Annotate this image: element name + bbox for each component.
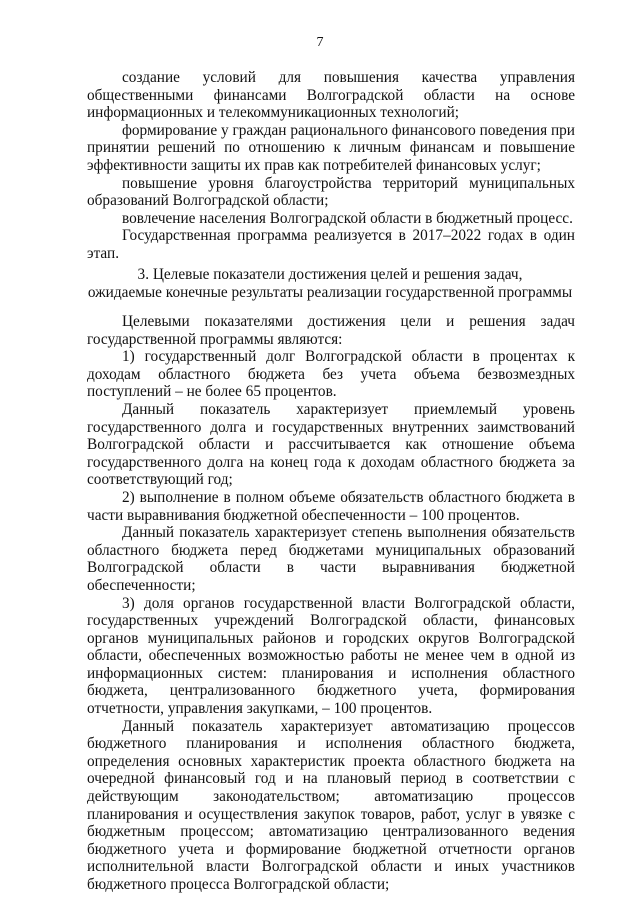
indicators-block (87, 313, 575, 894)
paragraph: вовлечение населения Волгоградской области в бюджетный процесс. (122, 209, 573, 227)
paragraph: 1) государственный долг Волгоградской области в процентах к доходам областного бюджета без учета объема безвозмездных поступлений – не более 65 процентов. (87, 348, 575, 401)
paragraph: формирование у граждан рационального финансового поведения при принятии решений по отношению к личным финансам и повышение эффективности защиты их прав как потребителей финансовых услуг; (87, 121, 575, 174)
paragraph: 2) выполнение в полном объеме обязательств областного бюджета в части выравнивания бюджетной обеспеченности – 100 процентов. (87, 488, 575, 524)
paragraph: 3) доля органов государственной власти Волгоградской области, государственных учреждений Волгоградской области, финансовых органов муниципальных районов и городских округов Волгоградской области, обеспеченных возможностью работы не менее чем в одной из информационных систем: планирования и исполнения областного бюджета, централизованного бюджетного учета, формирования отчетности, управления закупками, – 100 процентов. (87, 594, 575, 718)
intro-block (87, 69, 575, 263)
section-heading-line: ожидаемые конечные результаты реализации государственной программы (87, 283, 573, 301)
paragraph: создание условий для повышения качества управления общественными финансами Волгоградской области на основе информационных и телекоммуникационных технологий; (87, 69, 575, 122)
page-number: 7 (316, 35, 324, 50)
section-heading-line: 3. Целевые показатели достижения целей и решения задач, (137, 266, 523, 283)
paragraph: Данный показатель характеризует степень выполнения обязательств областного бюджета перед бюджетами муниципальных образований Волгоградской области в части выравнивания бюджетной обеспеченности; (87, 524, 575, 594)
paragraph: Государственная программа реализуется в 2017–2022 годах в один этап. (87, 227, 575, 262)
paragraph: Данный показатель характеризует приемлемый уровень государственного долга и государственных внутренних заимствований Волгоградской области и рассчитывается как отношение объема государственного долга на конец года к доходам областного бюджета за соответствующий год; (87, 400, 575, 489)
paragraph: Целевыми показателями достижения цели и решения задач государственной программы являются: (87, 313, 575, 348)
section-heading (70, 266, 590, 301)
paragraph: Данный показатель характеризует автоматизацию процессов бюджетного планирования и исполнения областного бюджета, определения основных характеристик проекта областного бюджета на очередной финансовый год и на плановый период в соответствии с действующим законодательством; автоматизацию процессов планирования и осуществления закупок товаров, работ, услуг в увязке с бюджетным процессом; автоматизацию централизованного ведения бюджетного учета и формирование бюджетной отчетности органов исполнительной власти Волгоградской области и иных участников бюджетного процесса Волгоградской области; (87, 717, 575, 893)
paragraph: повышение уровня благоустройства территорий муниципальных образований Волгоградской области; (87, 174, 575, 210)
